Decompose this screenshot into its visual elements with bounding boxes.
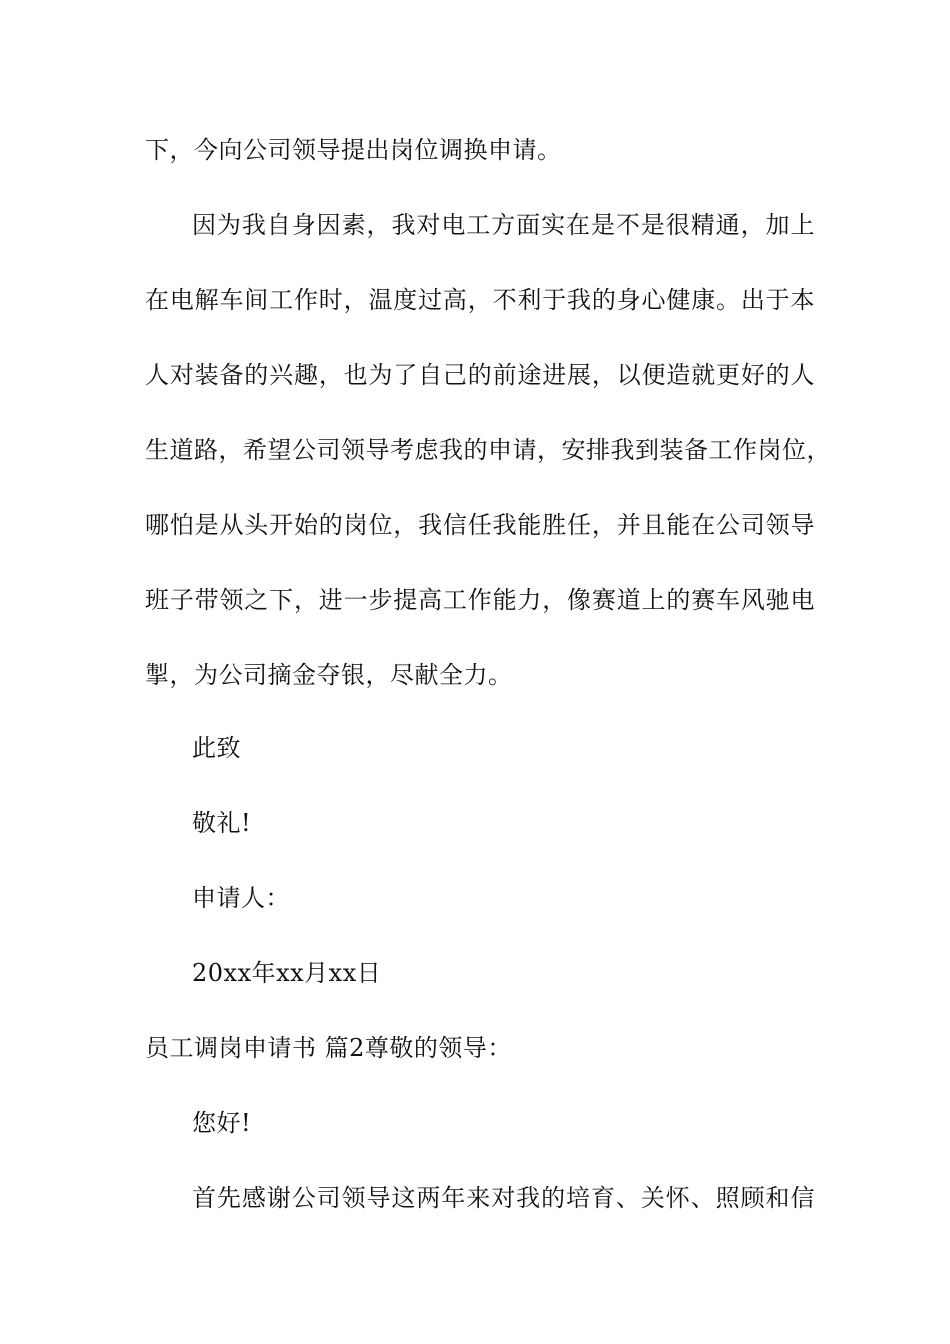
section-heading: 员工调岗申请书 篇2尊敬的领导： (145, 1034, 512, 1062)
paragraph-line: 班子带领之下，进一步提高工作能力，像赛道上的赛车风驰电 (145, 586, 815, 614)
closing-regards: 敬礼! (192, 809, 252, 837)
paragraph-line: 生道路，希望公司领导考虑我的申请，安排我到装备工作岗位， (145, 436, 831, 464)
paragraph-line: 下，今向公司领导提出岗位调换申请。 (145, 136, 562, 164)
paragraph-line: 人对装备的兴趣，也为了自己的前途进展，以便造就更好的人 (145, 361, 815, 389)
closing-salutation: 此致 (192, 734, 241, 762)
paragraph-line: 在电解车间工作时，温度过高，不利于我的身心健康。出于本 (145, 286, 815, 314)
paragraph-line: 因为我自身因素，我对电工方面实在是不是很精通，加上 (192, 211, 815, 239)
paragraph-line: 首先感谢公司领导这两年来对我的培育、关怀、照顾和信 (192, 1184, 815, 1212)
applicant-label: 申请人： (192, 884, 290, 912)
greeting: 您好! (192, 1109, 252, 1137)
paragraph-line: 哪怕是从头开始的岗位，我信任我能胜任，并且能在公司领导 (145, 511, 815, 539)
date-line: 20xx年xx月xx日 (192, 959, 382, 987)
paragraph-line: 掣，为公司摘金夺银，尽献全力。 (145, 661, 513, 689)
